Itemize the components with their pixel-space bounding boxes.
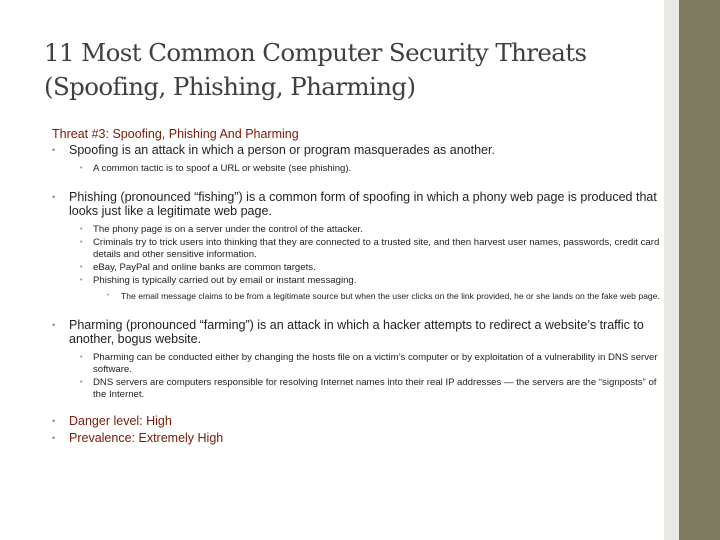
slide-content <box>52 127 660 446</box>
title-line-1: 11 Most Common Computer Security Threats <box>44 38 587 67</box>
bullet-icon: • <box>80 378 83 386</box>
bullet-spoofing <box>52 143 660 158</box>
pharming-text: Pharming (pronounced “farming”) is an attack in which a hacker attempts to redirect a website’s traffic to another, bogus website. <box>69 317 644 346</box>
bullet-icon: • <box>80 276 83 284</box>
sub-sub-bullet-email <box>52 291 660 302</box>
bullet-icon: • <box>52 319 56 330</box>
bullet-icon: • <box>52 415 56 426</box>
sub-bullet-pharming-1 <box>52 352 660 376</box>
bullet-icon: • <box>52 145 56 155</box>
slide-title <box>44 36 644 104</box>
sub-bullet-phishing-3 <box>52 262 660 274</box>
bullet-icon: • <box>52 191 56 202</box>
phishing-text: Phishing (pronounced “fishing”) is a common form of spoofing in which a phony web page is produced that looks just like a legitimate web page. <box>69 189 657 218</box>
title-line-2: (Spoofing, Phishing, Pharming) <box>44 72 416 101</box>
bullet-phishing <box>52 190 660 219</box>
sub-bullet-text: Phishing is typically carried out by email or instant messaging. <box>93 274 357 286</box>
danger-level-text: Danger level: High <box>69 413 172 428</box>
bullet-icon: • <box>80 353 83 361</box>
sub-bullet-text: eBay, PayPal and online banks are common targets. <box>93 261 316 273</box>
sub-bullet-text: DNS servers are computers responsible for resolving Internet names into their real IP addresses — the servers are the “signposts” of the Internet. <box>93 376 657 400</box>
bullet-icon: • <box>80 164 83 172</box>
bullet-icon: • <box>107 292 110 299</box>
bullet-pharming <box>52 318 660 347</box>
sub-bullet-text: A common tactic is to spoof a URL or website (see phishing). <box>93 162 352 174</box>
danger-level <box>52 414 660 429</box>
bullet-icon: • <box>52 433 56 443</box>
prevalence <box>52 431 660 446</box>
spoofing-text: Spoofing is an attack in which a person or program masquerades as another. <box>69 143 495 157</box>
bullet-icon: • <box>80 225 83 233</box>
side-bar-light <box>664 0 679 540</box>
prevalence-text: Prevalence: Extremely High <box>69 431 224 445</box>
sub-bullet-phishing-4 <box>52 275 660 287</box>
sub-bullet-pharming-2 <box>52 377 660 401</box>
side-bar-dark <box>679 0 720 540</box>
threat-heading: Threat #3: Spoofing, Phishing And Pharming <box>52 127 299 141</box>
sub-bullet-text: The phony page is on a server under the control of the attacker. <box>93 223 363 235</box>
sub-bullet-text: Criminals try to trick users into thinking that they are connected to a trusted site, and then harvest user names, passwords, credit card details and other sensitive information. <box>93 236 660 260</box>
sub-bullet-spoofing-tactic <box>52 163 660 175</box>
sub-bullet-phishing-1 <box>52 224 660 236</box>
sub-bullet-phishing-2 <box>52 237 660 261</box>
bullet-icon: • <box>80 263 83 271</box>
sub-bullet-text: Pharming can be conducted either by changing the hosts file on a victim’s computer or by exploitation of a vulnerability in DNS server software. <box>93 351 658 375</box>
sub-sub-bullet-text: The email message claims to be from a legitimate source but when the user clicks on the link provided, he or she lands on the fake web page. <box>121 290 660 301</box>
bullet-icon: • <box>80 238 83 246</box>
